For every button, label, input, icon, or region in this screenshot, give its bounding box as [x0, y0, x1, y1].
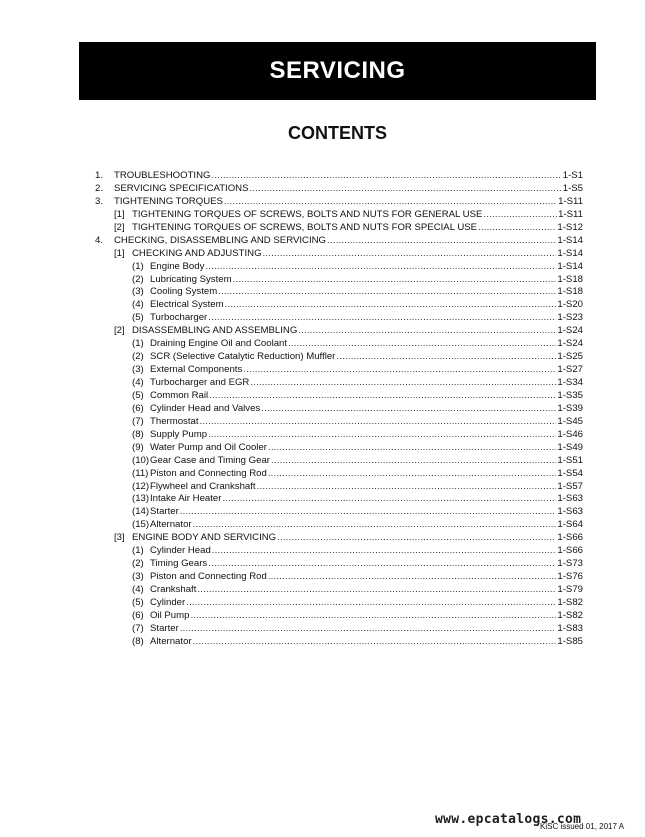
toc-entry-title: Supply Pump	[150, 428, 208, 440]
toc-leader-dots	[190, 610, 556, 623]
toc-entry[interactable]	[95, 338, 583, 351]
toc-entry-number: (5)	[132, 596, 144, 608]
toc-entry-number: 2.	[95, 182, 104, 194]
toc-entry-page: 1-S66	[557, 545, 583, 557]
toc-entry-page: 1-S66	[557, 532, 583, 544]
toc-leader-dots	[180, 506, 557, 519]
toc-entry[interactable]	[95, 235, 583, 248]
toc-entry[interactable]	[95, 261, 583, 274]
toc-entry-title: Cylinder Head	[150, 545, 211, 557]
toc-entry[interactable]	[95, 468, 583, 481]
toc-leader-dots	[336, 351, 556, 364]
toc-entry-title: Cylinder Head and Valves	[150, 402, 261, 414]
toc-entry-page: 1-S64	[557, 519, 583, 531]
toc-entry-title: Gear Case and Timing Gear	[150, 454, 270, 466]
toc-entry-title: TROUBLESHOOTING	[114, 170, 211, 181]
toc-entry-title: Starter	[150, 506, 179, 518]
toc-entry-title: CHECKING AND ADJUSTING	[132, 247, 262, 259]
toc-entry-title: TIGHTENING TORQUES OF SCREWS, BOLTS AND NUTS FOR SPECIAL USE	[132, 221, 478, 233]
toc-entry-number: (2)	[132, 273, 144, 285]
toc-entry-title: SCR (Selective Catalytic Reduction) Muffler	[150, 351, 336, 363]
toc-entry[interactable]	[95, 493, 583, 506]
toc-entry[interactable]	[95, 248, 583, 261]
toc-entry-number: (8)	[132, 428, 144, 440]
toc-entry[interactable]	[95, 584, 583, 597]
toc-leader-dots	[250, 183, 562, 196]
toc-entry[interactable]	[95, 351, 583, 364]
toc-entry-title: Engine Body	[150, 260, 205, 272]
toc-leader-dots	[180, 623, 557, 636]
toc-entry-page: 1-S45	[557, 415, 583, 427]
toc-leader-dots	[277, 532, 556, 545]
toc-leader-dots	[250, 377, 556, 390]
section-title: SERVICING	[269, 57, 406, 84]
toc-entry[interactable]	[95, 481, 583, 494]
toc-entry-page: 1-S27	[557, 364, 583, 376]
section-banner	[79, 42, 596, 100]
toc-entry[interactable]	[95, 209, 583, 222]
toc-entry-page: 1-S63	[557, 493, 583, 505]
toc-entry-page: 1-S49	[557, 441, 583, 453]
toc-leader-dots	[298, 325, 556, 338]
toc-entry-number: (5)	[132, 389, 144, 401]
toc-entry[interactable]	[95, 416, 583, 429]
toc-leader-dots	[208, 558, 556, 571]
toc-entry-page: 1-S46	[557, 428, 583, 440]
toc-entry-title: Alternator	[150, 519, 192, 531]
toc-entry-page: 1-S14	[557, 247, 583, 259]
toc-leader-dots	[218, 286, 556, 299]
toc-entry-page: 1-S24	[557, 338, 583, 350]
toc-entry-page: 1-S14	[557, 234, 583, 246]
toc-entry-page: 1-S73	[557, 558, 583, 570]
toc-leader-dots	[224, 196, 557, 209]
toc-leader-dots	[211, 170, 561, 183]
toc-entry-title: Cylinder	[150, 596, 186, 608]
toc-entry-number: (3)	[132, 571, 144, 583]
toc-entry-title: Draining Engine Oil and Coolant	[150, 338, 288, 350]
toc-entry-title: Common Rail	[150, 389, 209, 401]
toc-entry-number: (13)	[132, 493, 150, 505]
toc-entry[interactable]	[95, 532, 583, 545]
toc-leader-dots	[483, 209, 557, 222]
toc-entry[interactable]	[95, 442, 583, 455]
toc-entry-title: Starter	[150, 622, 179, 634]
toc-entry-number: (8)	[132, 635, 144, 647]
toc-entry-number: (12)	[132, 480, 150, 492]
toc-entry[interactable]	[95, 636, 583, 649]
toc-entry[interactable]	[95, 403, 583, 416]
toc-entry-number: (1)	[132, 338, 144, 350]
toc-entry-title: Timing Gears	[150, 558, 208, 570]
toc-entry-page: 1-S11	[558, 195, 583, 207]
contents-heading: CONTENTS	[288, 123, 387, 143]
toc-leader-dots	[271, 455, 556, 468]
toc-entry-title: DISASSEMBLING AND ASSEMBLING	[132, 325, 298, 337]
toc-entry[interactable]	[95, 170, 583, 183]
toc-leader-dots	[268, 442, 556, 455]
toc-entry-title: Thermostat	[150, 415, 199, 427]
toc-entry[interactable]	[95, 519, 583, 532]
toc-leader-dots	[205, 261, 556, 274]
toc-entry[interactable]	[95, 222, 583, 235]
toc-entry[interactable]	[95, 325, 583, 338]
toc-leader-dots	[261, 403, 556, 416]
toc-entry[interactable]	[95, 183, 583, 196]
toc-entry-number: (3)	[132, 286, 144, 298]
toc-entry-page: 1-S25	[557, 351, 583, 363]
toc-entry-number: (4)	[132, 584, 144, 595]
toc-entry-page: 1-S82	[557, 596, 583, 608]
toc-entry[interactable]	[95, 455, 583, 468]
toc-leader-dots	[222, 493, 556, 506]
toc-entry-title: Turbocharger and EGR	[150, 377, 250, 388]
toc-entry-title: Oil Pump	[150, 609, 190, 621]
toc-leader-dots	[233, 274, 557, 287]
toc-entry-number: (2)	[132, 351, 144, 363]
toc-entry-title: Lubricating System	[150, 273, 232, 285]
toc-entry-title: External Components	[150, 364, 243, 376]
toc-entry-page: 1-S18	[557, 273, 583, 285]
toc-leader-dots	[200, 416, 557, 429]
toc-entry-title: CHECKING, DISASSEMBLING AND SERVICING	[114, 234, 326, 246]
toc-entry[interactable]	[95, 610, 583, 623]
toc-entry-page: 1-S79	[557, 584, 583, 595]
toc-leader-dots	[263, 248, 557, 261]
toc-leader-dots	[212, 545, 557, 558]
toc-entry-page: 1-S5	[562, 182, 583, 194]
toc-entry-page: 1-S14	[557, 260, 583, 272]
toc-entry-number: (14)	[132, 506, 150, 518]
toc-leader-dots	[288, 338, 556, 351]
toc-entry-page: 1-S12	[557, 221, 583, 233]
toc-entry-page: 1-S54	[557, 467, 583, 479]
toc-leader-dots	[478, 222, 556, 235]
toc-entry[interactable]	[95, 623, 583, 636]
toc-entry-page: 1-S57	[557, 480, 583, 492]
toc-entry-title: TIGHTENING TORQUES OF SCREWS, BOLTS AND NUTS FOR GENERAL USE	[132, 208, 483, 220]
toc-entry-number: [2]	[114, 325, 125, 337]
toc-entry-title: Crankshaft	[150, 584, 197, 595]
toc-leader-dots	[193, 519, 557, 532]
toc-leader-dots	[208, 312, 556, 325]
toc-entry-number: [3]	[114, 532, 125, 544]
toc-entry-number: (3)	[132, 364, 144, 376]
toc-entry-number: (7)	[132, 622, 144, 634]
toc-entry[interactable]	[95, 390, 583, 403]
toc-entry-page: 1-S23	[557, 312, 583, 324]
toc-entry-page: 1-S18	[557, 286, 583, 298]
toc-entry-number: (1)	[132, 545, 144, 557]
toc-entry-title: SERVICING SPECIFICATIONS	[114, 182, 249, 194]
toc-entry[interactable]	[95, 558, 583, 571]
toc-leader-dots	[268, 468, 557, 481]
toc-entry[interactable]	[95, 597, 583, 610]
toc-entry-page: 1-S83	[557, 622, 583, 634]
toc-leader-dots	[186, 597, 556, 610]
toc-entry-page: 1-S63	[557, 506, 583, 518]
toc-entry-number: (6)	[132, 609, 144, 621]
toc-entry-page: 1-S39	[557, 402, 583, 414]
toc-entry-title: TIGHTENING TORQUES	[114, 195, 223, 207]
toc-entry-number: [2]	[114, 221, 125, 233]
toc-entry-title: Flywheel and Crankshaft	[150, 480, 256, 492]
toc-entry-page: 1-S1	[562, 170, 583, 181]
toc-leader-dots	[197, 584, 556, 597]
toc-entry-number: [1]	[114, 247, 125, 259]
toc-entry-number: (9)	[132, 441, 144, 453]
toc-entry-page: 1-S24	[557, 325, 583, 337]
table-of-contents	[95, 170, 583, 649]
toc-entry-page: 1-S82	[557, 609, 583, 621]
toc-leader-dots	[208, 429, 556, 442]
toc-leader-dots	[225, 299, 557, 312]
toc-entry-page: 1-S20	[557, 299, 583, 311]
toc-entry-title: Alternator	[150, 635, 192, 647]
footer-issue-code: KiSC issued 01, 2017 A	[540, 822, 625, 831]
toc-entry[interactable]	[95, 429, 583, 442]
toc-entry-page: 1-S85	[557, 635, 583, 647]
toc-entry-number: 3.	[95, 195, 104, 207]
watermark-url[interactable]: www.epcatalogs.com	[435, 812, 582, 827]
toc-entry[interactable]	[95, 196, 583, 209]
toc-entry[interactable]	[95, 312, 583, 325]
toc-entry-title: Piston and Connecting Rod	[150, 467, 267, 479]
toc-leader-dots	[243, 364, 556, 377]
toc-leader-dots	[257, 481, 557, 494]
toc-entry-number: (4)	[132, 299, 144, 311]
toc-entry-number: (10)	[132, 454, 150, 466]
toc-entry[interactable]	[95, 545, 583, 558]
toc-leader-dots	[327, 235, 556, 248]
toc-leader-dots	[193, 636, 557, 649]
toc-entry-number: 1.	[95, 170, 104, 181]
toc-entry-page: 1-S51	[557, 454, 583, 466]
toc-entry-page: 1-S11	[558, 208, 583, 220]
toc-entry-number: (7)	[132, 415, 144, 427]
toc-leader-dots	[209, 390, 556, 403]
toc-entry-number: (11)	[132, 467, 149, 479]
toc-entry[interactable]	[95, 506, 583, 519]
toc-entry-number: (15)	[132, 519, 150, 531]
toc-leader-dots	[268, 571, 557, 584]
toc-entry-page: 1-S35	[557, 389, 583, 401]
toc-entry[interactable]	[95, 274, 583, 287]
toc-entry-page: 1-S76	[557, 571, 583, 583]
toc-entry-title: Piston and Connecting Rod	[150, 571, 267, 583]
toc-entry-title: Water Pump and Oil Cooler	[150, 441, 267, 453]
toc-entry-page: 1-S34	[557, 377, 583, 388]
toc-entry-number: [1]	[114, 208, 125, 220]
toc-entry[interactable]	[95, 299, 583, 312]
toc-entry-title: Cooling System	[150, 286, 218, 298]
toc-entry[interactable]	[95, 571, 583, 584]
toc-entry-number: (1)	[132, 260, 144, 272]
toc-entry-number: (4)	[132, 377, 144, 388]
toc-entry-number: (6)	[132, 402, 144, 414]
toc-entry-title: Intake Air Heater	[150, 493, 222, 505]
toc-entry-number: (2)	[132, 558, 144, 570]
toc-entry-title: Turbocharger	[150, 312, 208, 324]
toc-entry-title: ENGINE BODY AND SERVICING	[132, 532, 277, 544]
toc-entry[interactable]	[95, 364, 583, 377]
toc-entry[interactable]	[95, 377, 583, 390]
toc-entry-number: 4.	[95, 234, 104, 246]
toc-entry-title: Electrical System	[150, 299, 224, 311]
toc-entry-number: (5)	[132, 312, 144, 324]
toc-entry[interactable]	[95, 286, 583, 299]
